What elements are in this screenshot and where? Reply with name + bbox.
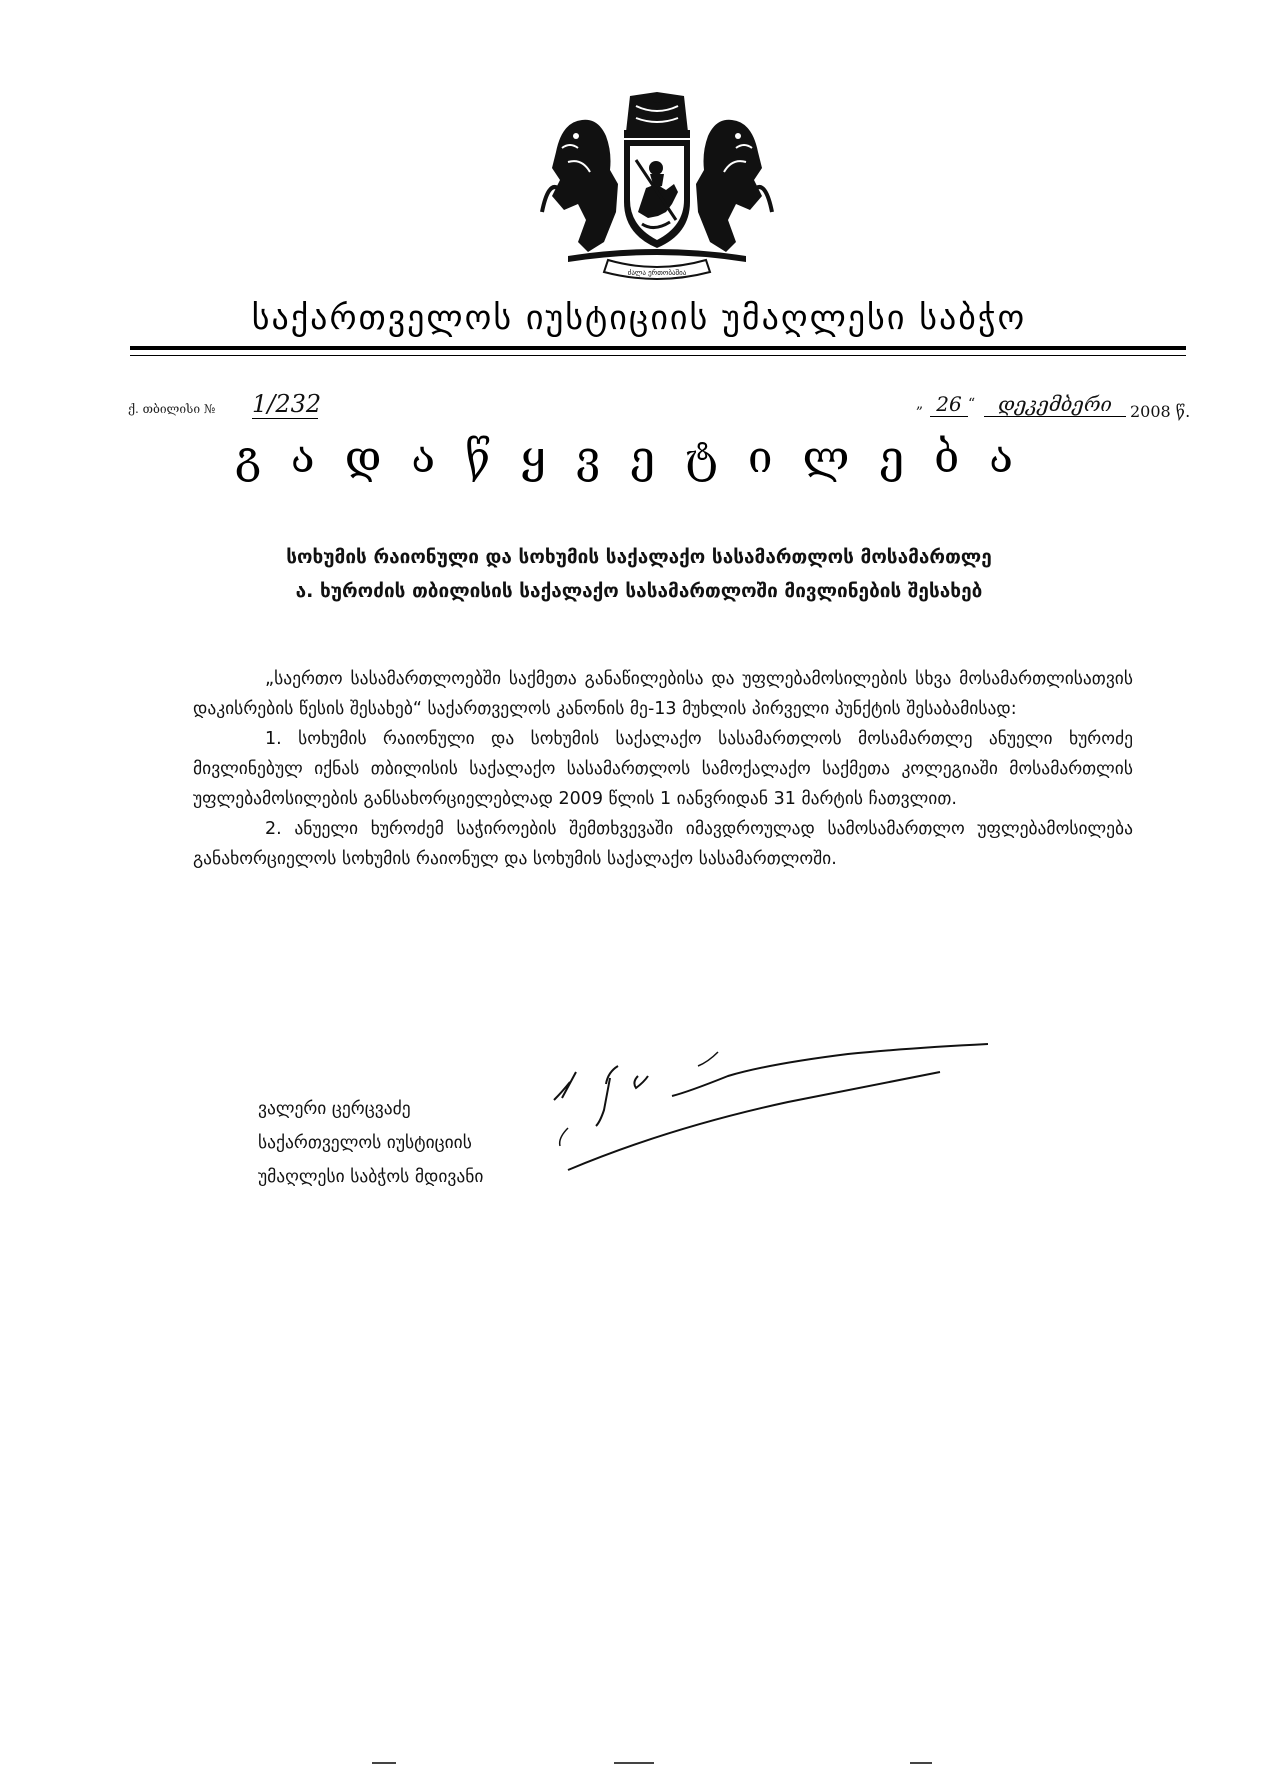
lion-right-icon (696, 120, 772, 252)
footer-dash (372, 1762, 396, 1764)
document-number: 1/232 (252, 390, 322, 418)
signatory-block (258, 1092, 483, 1194)
header-rule-thin (130, 355, 1186, 356)
date-day: 26 (930, 392, 968, 417)
footer-dash (614, 1762, 654, 1764)
subject-line-1: სოხუმის რაიონული და სოხუმის საქალაქო სასამართლოს მოსამართლე (286, 546, 992, 568)
document-title: გადაწყვეტილება (234, 432, 1043, 483)
subject-block (150, 540, 1128, 608)
date-year: 2008 წ. (1130, 402, 1191, 421)
institution-name: საქართველოს იუსტიციის უმაღლესი საბჭო (251, 298, 1027, 338)
crown-icon (624, 92, 690, 138)
body-item-1: 1. სოხუმის რაიონული და სოხუმის საქალაქო სასამართლოს მოსამართლე ანუელი ხუროძე მივლინებულ იქნას თბილისის საქალაქო სასამართლოს სამოქალაქო საქმეთა კოლეგიაში მოსამართლის უფლებამოსილების განსახორციელებლად 2009 წლის 1 იანვრიდან 31 მარტის ჩათვლით. (193, 729, 1133, 809)
signatory-name: ვალერი ცერცვაძე (258, 1099, 411, 1119)
subject-line-2: ა. ხუროძის თბილისის საქალაქო სასამართლოში მივლინების შესახებ (295, 580, 983, 602)
shield-icon (624, 140, 690, 248)
date-quote-close: “ (968, 396, 976, 412)
number-label: ქ. თბილისი № (128, 402, 216, 416)
body-intro: „საერთო სასამართლოებში საქმეთა განაწილებისა და უფლებამოსილების სხვა მოსამართლისათვის დაკისრების წესის შესახებ“ საქართველოს კანონის მე-13 მუხლის პირველი პუნქტის შესაბამისად: (193, 669, 1133, 719)
date-quote-open: „ (916, 396, 924, 412)
header-rule-thick (130, 346, 1186, 350)
signatory-position-2: უმაღლესი საბჭოს მდივანი (258, 1167, 484, 1187)
document-body (193, 664, 1133, 874)
body-item-2: 2. ანუელი ხუროძემ საჭიროების შემთხვევაში იმავდროულად სამოსამართლო უფლებამოსილება განახორციელოს სოხუმის რაიონულ და სოხუმის საქალაქო სასამართლოში. (193, 819, 1133, 869)
date-month: დეკემბერი (984, 392, 1126, 417)
handwritten-signature (548, 1042, 988, 1182)
signatory-position-1: საქართველოს იუსტიციის (258, 1133, 472, 1153)
motto-ribbon (604, 260, 710, 279)
coat-of-arms-icon (538, 92, 776, 282)
footer-dash (910, 1762, 932, 1764)
lion-left-icon (542, 120, 618, 252)
motto-text: ძალა ერთობაშია (627, 269, 687, 277)
